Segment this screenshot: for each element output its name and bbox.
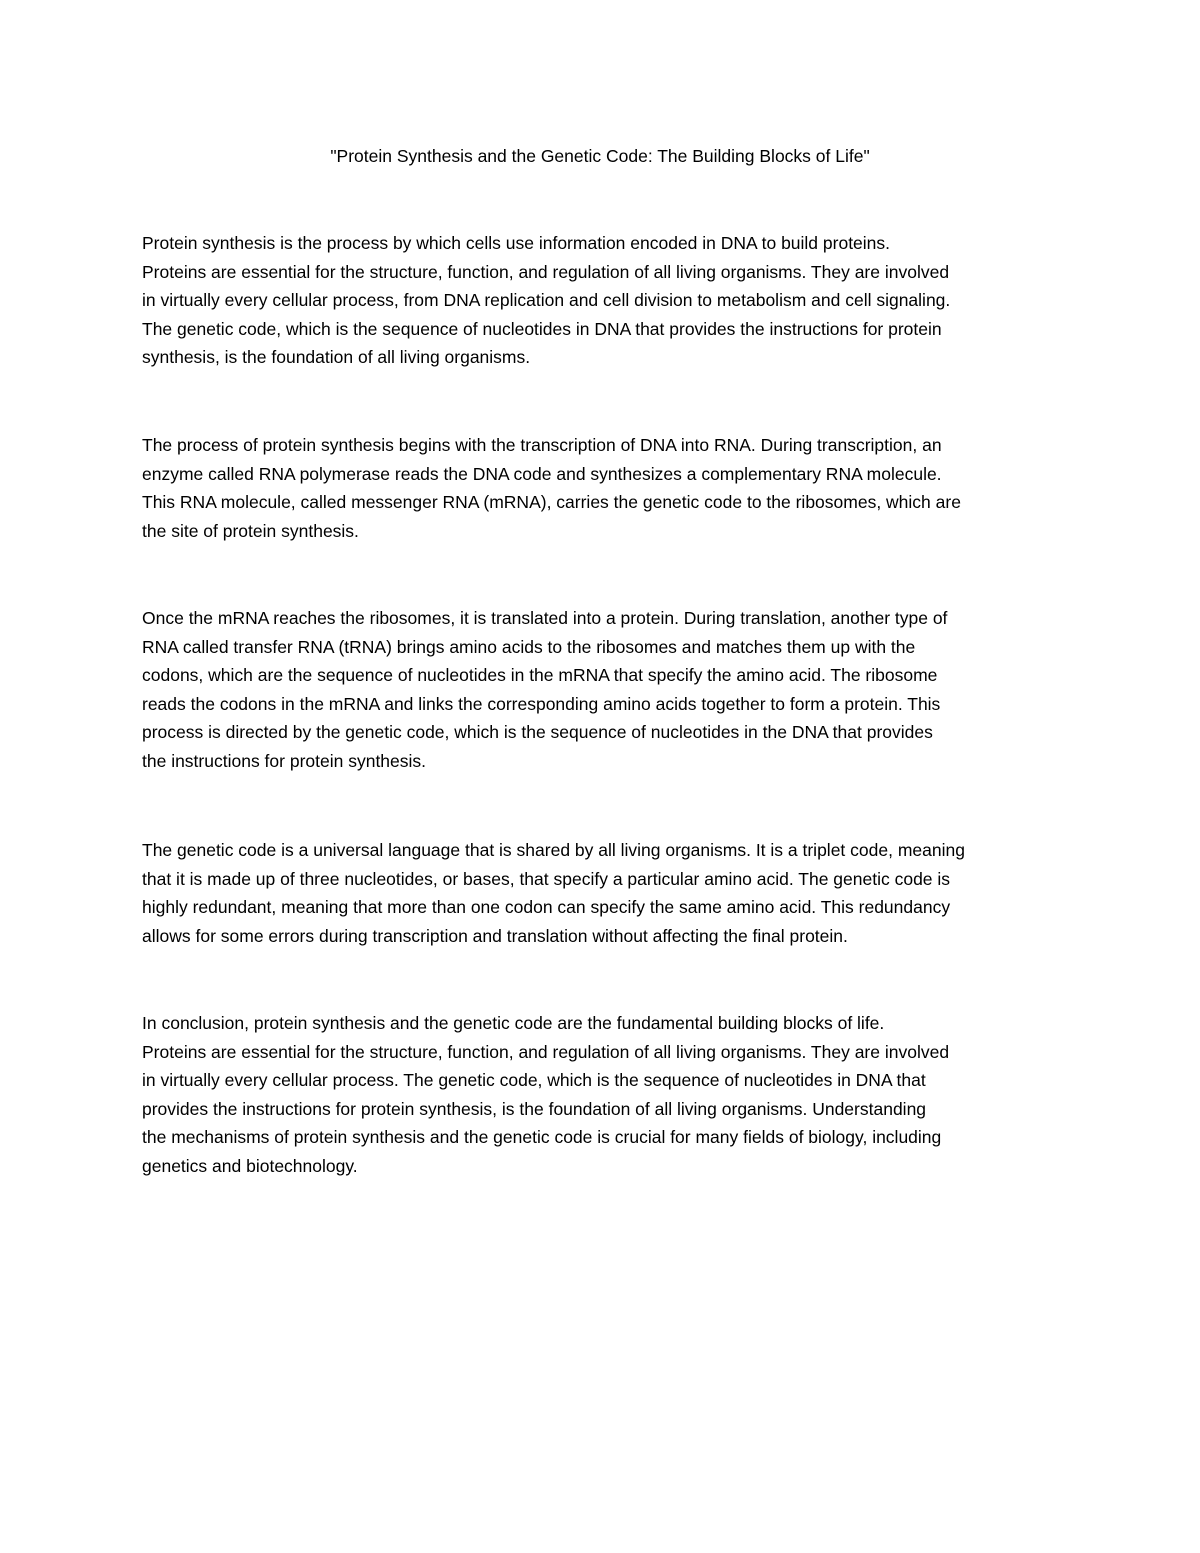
paragraph-translation <box>142 604 1067 776</box>
paragraph-line: genetics and biotechnology. <box>142 1155 358 1176</box>
paragraph-line: Protein synthesis is the process by which cells use information encoded in DNA to build proteins. <box>142 233 891 253</box>
paragraph-line: This RNA molecule, called messenger RNA (mRNA), carries the genetic code to the ribosomes, which are <box>142 492 961 513</box>
paragraph-line: in virtually every cellular process. The genetic code, which is the sequence of nucleotides in DNA that <box>142 1070 926 1091</box>
paragraph-line: the mechanisms of protein synthesis and the genetic code is crucial for many fields of biology, including <box>142 1127 942 1148</box>
paragraph-line: enzyme called RNA polymerase reads the DNA code and synthesizes a complementary RNA molecule. <box>142 463 942 484</box>
paragraph-line: allows for some errors during transcription and translation without affecting the final protein. <box>142 925 848 946</box>
paragraph-genetic-code <box>142 836 1067 950</box>
paragraph-line: the instructions for protein synthesis. <box>142 750 427 771</box>
paragraph-line: The genetic code, which is the sequence of nucleotides in DNA that provides the instructions for protein <box>142 318 942 339</box>
paragraph-line: provides the instructions for protein synthesis, is the foundation of all living organisms. Understanding <box>142 1098 927 1119</box>
paragraph-line: Proteins are essential for the structure, function, and regulation of all living organisms. They are involved <box>142 1041 950 1062</box>
paragraph-line: Once the mRNA reaches the ribosomes, it is translated into a protein. During translation, another type of <box>142 608 948 628</box>
paragraph-line: in virtually every cellular process, from DNA replication and cell division to metabolism and cell signaling. <box>142 290 951 311</box>
paragraph-transcription <box>142 431 1067 545</box>
paragraph-introduction <box>142 229 1067 372</box>
paragraph-line: highly redundant, meaning that more than one codon can specify the same amino acid. This redundancy <box>142 897 951 918</box>
paragraph-line: RNA called transfer RNA (tRNA) brings amino acids to the ribosomes and matches them up with the <box>142 636 916 657</box>
paragraph-line: Proteins are essential for the structure, function, and regulation of all living organisms. They are involved <box>142 261 950 282</box>
paragraph-line: The process of protein synthesis begins with the transcription of DNA into RNA. During transcription, an <box>142 435 942 455</box>
paragraph-line: The genetic code is a universal language that is shared by all living organisms. It is a triplet code, meaning <box>142 840 965 860</box>
document-title: "Protein Synthesis and the Genetic Code: The Building Blocks of Life" <box>330 146 870 166</box>
paragraph-line: the site of protein synthesis. <box>142 520 359 541</box>
paragraph-line: codons, which are the sequence of nucleotides in the mRNA that specify the amino acid. The ribosome <box>142 665 938 686</box>
paragraph-line: synthesis, is the foundation of all living organisms. <box>142 347 531 368</box>
paragraph-line: In conclusion, protein synthesis and the genetic code are the fundamental building blocks of life. <box>142 1013 885 1033</box>
paragraph-line: reads the codons in the mRNA and links the corresponding amino acids together to form a protein. This <box>142 693 941 714</box>
paragraph-conclusion <box>142 1009 1067 1181</box>
paragraph-line: that it is made up of three nucleotides, or bases, that specify a particular amino acid. The genetic code is <box>142 868 951 889</box>
paragraph-line: process is directed by the genetic code, which is the sequence of nucleotides in the DNA that provides <box>142 722 933 743</box>
